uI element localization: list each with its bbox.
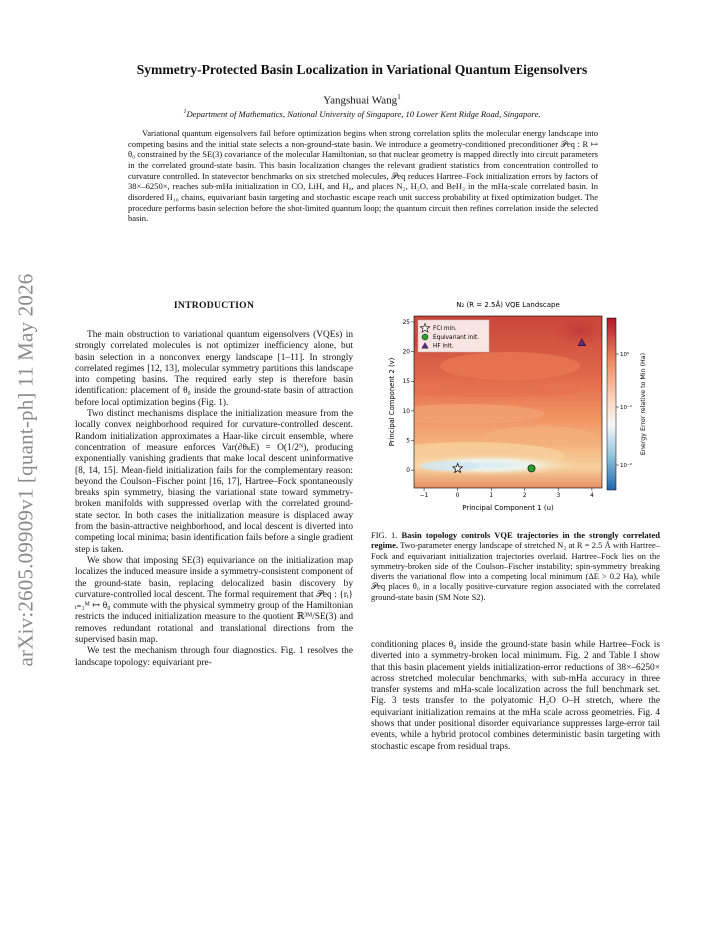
affiliation-line	[60, 109, 664, 119]
y-tick-label: 15	[402, 379, 410, 386]
legend	[418, 320, 489, 352]
arxiv-identifier: arXiv:2605.09909v1 [quant-ph] 11 May 2026	[13, 273, 38, 667]
caption-label: FIG. 1.	[371, 530, 398, 540]
paper-title: Symmetry-Protected Basin Localization in Variational Quantum Eigensolvers	[136, 62, 588, 77]
author-affiliation-mark: 1	[397, 93, 401, 101]
right-paragraph: conditioning places θ₀ inside the ground-state basin while Hartree–Fock is diverted into a symmetry-broken local minimum. Fig. 2 and Table I show that this basin placement yields initialization-error reductions of 38×–6250× across stretched molecular benchmarks, with sub-mHa accuracy in three transfer systems and mHa-scale localization across the full benchmark set. Fig. 3 tests transfer to the polyatomic H₂O O–H stretch, where the equivariant initialization remains at the mHa scale across geometries. Fig. 4 shows that under positional disorder equivariance suppresses large-error tail events, while a hybrid protocol combines deterministic basin targeting with stochastic escape from residual traps.	[371, 640, 660, 752]
y-axis-label: Principal Component 2 (v)	[388, 357, 396, 447]
x-tick-label: 3	[556, 493, 561, 499]
heatmap-field	[375, 315, 610, 488]
x-tick-label: 2	[522, 493, 527, 499]
colorbar-tick-2: 10⁻¹	[620, 405, 633, 411]
intro-paragraph-2: Two distinct mechanisms displace the initialization measure from the locally convex neighborhood required for curvature-controlled descent. Random initialization approximates a Haar-like circuit ensemble, where concentration of measure enforces Var(∂θₖE) = O(1/2ᴺ), producing exponentially vanishing gradients that make local descent uninformative [8, 14, 15]. Mean-field initialization fails for the complementary reason: beyond the Coulson–Fischer point [16, 17], Hartree–Fock spontaneously breaks spin symmetry, biasing the variational state toward symmetry-broken manifolds with suppressed overlap with the correlated ground-state sector. In both cases the initialization measure is displaced away from the basin-attractive neighborhood, and local descent is diverted into competing local minima; basin identification fails before a single gradient step is taken.	[75, 409, 353, 555]
equivariant-init-marker	[528, 465, 535, 472]
abstract: Variational quantum eigensolvers fail before optimization begins when strong correlation splits the molecular energy landscape into competing basins and the initial state selects a non-ground-state basin. We introduce a geometry-conditioned preconditioner 𝒫eq : R ↦ θ₀ constrained by the SE(3) covariance of the molecular Hamiltonian, so that nuclear geometry is mapped directly into circuit parameters in the correlated ground-state basin. This basin localization changes the relevant gradient statistics from concentration controlled to curvature controlled. In statevector benchmarks on six stretched molecules, 𝒫eq reduces Hartree–Fock initialization errors by factors of 38×–6250×, reaches sub-mHa initialization in CO, LiH, and H₈, and places N₂, H₂O, and BeH₂ in the mHa-scale correlated basin. In disordered H₁₀ chains, equivariant basin targeting and stochastic escape reach unit success probability at fixed optimization budget. The procedure performs basin selection before the shot-limited quantum loop; the quantum circuit then refines correlation inside the selected basin.	[128, 128, 598, 224]
y-tick-label: 20	[402, 349, 410, 356]
author-line	[60, 93, 664, 107]
affiliation-mark: 1	[183, 109, 187, 116]
landscape-plot	[370, 296, 660, 518]
x-tick-label: 1	[489, 493, 494, 499]
x-tick-label: 4	[590, 493, 594, 499]
y-tick-label: 10	[402, 408, 410, 415]
y-tick-label: 25	[402, 319, 410, 326]
intro-paragraph-1: The main obstruction to variational quantum eigensolvers (VQEs) in strongly correlated molecules is not optimizer inefficiency alone, but basin selection in a nonconvex energy landscape [1–11]. In strongly correlated regimes [12, 13], molecular symmetry partitions this landscape into competing basins. The required early step is therefore basin identification: placement of θ₀ inside the ground-state basin of attraction before local optimization begins (Fig. 1).	[75, 330, 353, 408]
intro-paragraph-4: We test the mechanism through four diagnostics. Fig. 1 resolves the landscape topology: equivariant pre-	[75, 646, 353, 668]
figure-1-caption	[371, 530, 660, 602]
figure-1	[370, 296, 660, 518]
author-name: Yangshuai Wang	[323, 94, 398, 107]
x-tick-label: 0	[455, 493, 460, 499]
x-axis-label: Principal Component 1 (u)	[462, 504, 554, 512]
caption-bold: Basin topology controls VQE trajectories in the strongly correlated regime.	[371, 530, 660, 551]
left-column	[75, 330, 353, 669]
legend-fci: FCI min.	[433, 326, 457, 332]
legend-equivariant: Equivariant init.	[433, 335, 479, 341]
affiliation-text: Department of Mathematics, National University of Singapore, 10 Lower Kent Ridge Road, Singapore.	[186, 109, 541, 119]
y-tick-label: 5	[406, 438, 410, 445]
colorbar-tick-1: 10⁰	[620, 352, 630, 358]
y-tick-label: 0	[406, 468, 410, 475]
caption-text: Two-parameter energy landscape of stretched N₂ at R = 2.5 Å with Hartree–Fock and equivariant initialization trajectories overlaid. Hartree–Fock lies on the symmetry-broken side of the Coulson–Fischer instability; spin-symmetry breaking diverts the variational flow into a competing local minimum (ΔE > 0.2 Ha), while 𝒫eq places θ₀ in a locally positive-curvature region associated with the correlated ground-state basin (SM Note S2).	[371, 540, 660, 602]
right-column	[371, 640, 660, 753]
colorbar-label: Energy Error relative to Min (Ha)	[640, 352, 647, 456]
colorbar-tick-3: 10⁻²	[620, 463, 633, 469]
x-tick-label: −1	[419, 493, 429, 499]
legend-hf: HF init.	[433, 343, 454, 350]
x-axis-ticks	[420, 488, 594, 499]
arxiv-stamp	[6, 250, 46, 690]
section-heading-introduction: INTRODUCTION	[173, 300, 255, 311]
y-axis-ticks	[403, 320, 414, 474]
equivariant-circle-icon	[422, 334, 428, 340]
intro-paragraph-3: We show that imposing SE(3) equivariance on the initialization map localizes the induced measure inside a symmetry-consistent component of the ground-state basin, replacing delocalized basin discovery by curvature-controlled local descent. The formal requirement that 𝒫eq : {rᵢ}ᵢ₌₁ᴹ ↦ θ₀ commute with the physical symmetry group of the Hamiltonian restricts the induced initialization measure to the quotient ℝ³ᴹ/SE(3) and removes redundant rotational and translational directions from the supervised basin map.	[75, 555, 353, 646]
figure-title: N₂ (R = 2.5Å) VQE Landscape	[456, 301, 560, 309]
colorbar	[607, 318, 616, 490]
